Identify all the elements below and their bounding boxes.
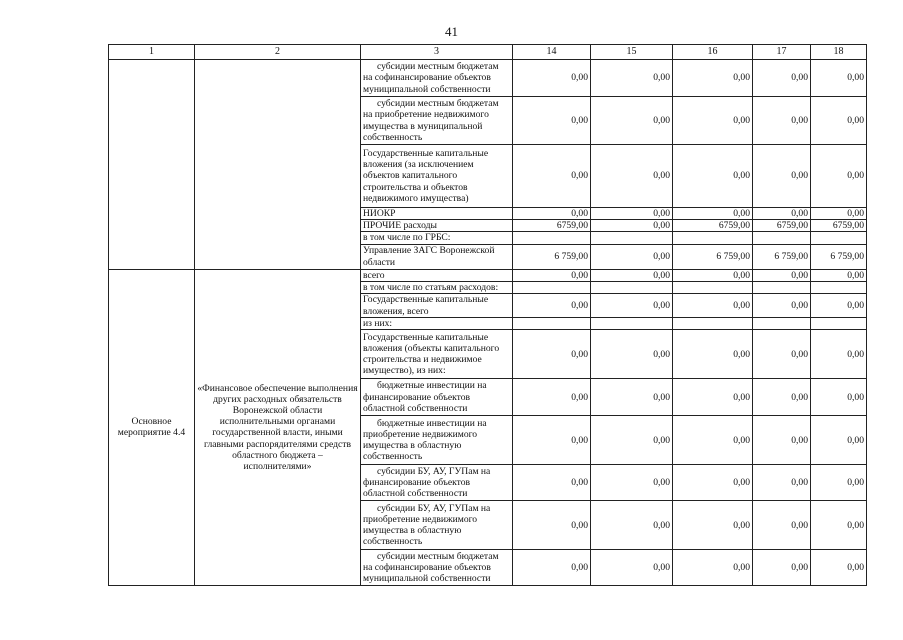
row-description: Государственные капитальные вложения (объекты капитального строительства и недвижимое имущество), из них: [361,330,513,379]
header-col-14: 14 [513,45,591,60]
event-id-cell [109,60,195,270]
value-cell: 0,00 [591,97,673,145]
row-description: субсидии БУ, АУ, ГУПам на финансирование объектов областной собственности [361,465,513,501]
value-cell: 0,00 [673,416,753,465]
value-cell: 0,00 [591,379,673,416]
row-description: субсидии местным бюджетам на софинансирование объектов муниципальной собственности [361,550,513,586]
value-cell [513,318,591,330]
row-description: всего [361,269,513,281]
value-cell: 0,00 [811,501,867,550]
value-cell: 0,00 [513,330,591,379]
row-description: субсидии местным бюджетам на софинансирование объектов муниципальной собственности [361,60,513,97]
header-col-17: 17 [753,45,811,60]
value-cell: 6759,00 [811,220,867,232]
value-cell: 0,00 [673,294,753,318]
value-cell: 0,00 [811,60,867,97]
header-col-2: 2 [195,45,361,60]
value-cell: 0,00 [811,97,867,145]
value-cell [513,232,591,244]
header-col-3: 3 [361,45,513,60]
value-cell: 0,00 [811,379,867,416]
value-cell: 0,00 [753,60,811,97]
row-description: Государственные капитальные вложения, всего [361,294,513,318]
value-cell [513,281,591,293]
value-cell: 0,00 [513,416,591,465]
value-cell: 0,00 [753,416,811,465]
value-cell: 0,00 [591,416,673,465]
row-description: Управление ЗАГС Воронежской области [361,244,513,269]
value-cell: 6759,00 [753,220,811,232]
header-col-1: 1 [109,45,195,60]
value-cell: 0,00 [811,550,867,586]
event-id-cell: Основное мероприятие 4.4 [109,269,195,586]
table-body [109,60,867,586]
row-description: бюджетные инвестиции на приобретение недвижимого имущества в областную собственность [361,416,513,465]
value-cell [591,232,673,244]
row-description: в том числе по ГРБС: [361,232,513,244]
value-cell: 0,00 [513,145,591,208]
value-cell: 0,00 [753,550,811,586]
value-cell: 0,00 [673,145,753,208]
page-number: 41 [445,24,458,39]
row-description: субсидии БУ, АУ, ГУПам на приобретение недвижимого имущества в областную собственность [361,501,513,550]
budget-table [108,44,867,586]
value-cell: 0,00 [811,208,867,220]
value-cell: 0,00 [513,379,591,416]
header-col-18: 18 [811,45,867,60]
value-cell [673,232,753,244]
value-cell [673,318,753,330]
row-description: бюджетные инвестиции на финансирование объектов областной собственности [361,379,513,416]
value-cell: 0,00 [673,208,753,220]
value-cell: 6759,00 [513,220,591,232]
row-description: субсидии местным бюджетам на приобретение недвижимого имущества в муниципальной собственность [361,97,513,145]
value-cell: 0,00 [591,244,673,269]
value-cell: 0,00 [513,501,591,550]
value-cell: 0,00 [753,208,811,220]
value-cell: 0,00 [513,550,591,586]
header-col-15: 15 [591,45,673,60]
value-cell: 0,00 [753,294,811,318]
value-cell [591,281,673,293]
value-cell: 0,00 [673,465,753,501]
row-description: в том числе по статьям расходов: [361,281,513,293]
value-cell: 6 759,00 [753,244,811,269]
value-cell: 0,00 [811,330,867,379]
value-cell [591,318,673,330]
value-cell: 6 759,00 [673,244,753,269]
row-description: ПРОЧИЕ расходы [361,220,513,232]
value-cell: 0,00 [513,60,591,97]
value-cell: 0,00 [811,269,867,281]
value-cell: 0,00 [591,330,673,379]
value-cell [673,281,753,293]
value-cell: 0,00 [513,294,591,318]
value-cell: 0,00 [591,550,673,586]
value-cell: 0,00 [673,269,753,281]
value-cell: 0,00 [753,145,811,208]
value-cell: 0,00 [591,465,673,501]
value-cell: 0,00 [753,501,811,550]
value-cell: 6 759,00 [513,244,591,269]
value-cell: 0,00 [673,379,753,416]
table-row [109,269,867,281]
value-cell [811,281,867,293]
value-cell: 0,00 [591,294,673,318]
value-cell: 0,00 [673,60,753,97]
value-cell: 0,00 [591,60,673,97]
row-description: из них: [361,318,513,330]
value-cell: 0,00 [673,97,753,145]
value-cell: 0,00 [811,416,867,465]
value-cell: 0,00 [753,330,811,379]
value-cell [753,318,811,330]
row-description: Государственные капитальные вложения (за исключением объектов капитального строительства и объектов недвижимого имущества) [361,145,513,208]
value-cell [811,318,867,330]
value-cell: 0,00 [753,379,811,416]
value-cell [753,232,811,244]
value-cell: 0,00 [513,269,591,281]
value-cell: 0,00 [753,97,811,145]
value-cell [811,232,867,244]
value-cell: 0,00 [591,208,673,220]
value-cell: 0,00 [673,550,753,586]
value-cell: 0,00 [513,208,591,220]
value-cell: 0,00 [513,97,591,145]
value-cell: 0,00 [673,501,753,550]
value-cell: 0,00 [591,501,673,550]
value-cell: 0,00 [811,465,867,501]
value-cell: 0,00 [591,145,673,208]
value-cell: 6759,00 [673,220,753,232]
value-cell: 0,00 [753,465,811,501]
value-cell: 0,00 [673,330,753,379]
value-cell: 0,00 [753,269,811,281]
event-name-cell [195,60,361,270]
header-col-16: 16 [673,45,753,60]
value-cell: 0,00 [591,269,673,281]
value-cell: 6 759,00 [811,244,867,269]
table-row [109,60,867,97]
header-row [109,45,867,60]
value-cell: 0,00 [811,294,867,318]
value-cell [753,281,811,293]
value-cell: 0,00 [811,145,867,208]
row-description: НИОКР [361,208,513,220]
event-name-cell: «Финансовое обеспечение выполнения других расходных обязательств Воронежской области исполнительными органами государственной власти, иными главными распорядителями средств областного бюджета – исполнителями» [195,269,361,586]
value-cell: 0,00 [513,465,591,501]
value-cell: 0,00 [591,220,673,232]
